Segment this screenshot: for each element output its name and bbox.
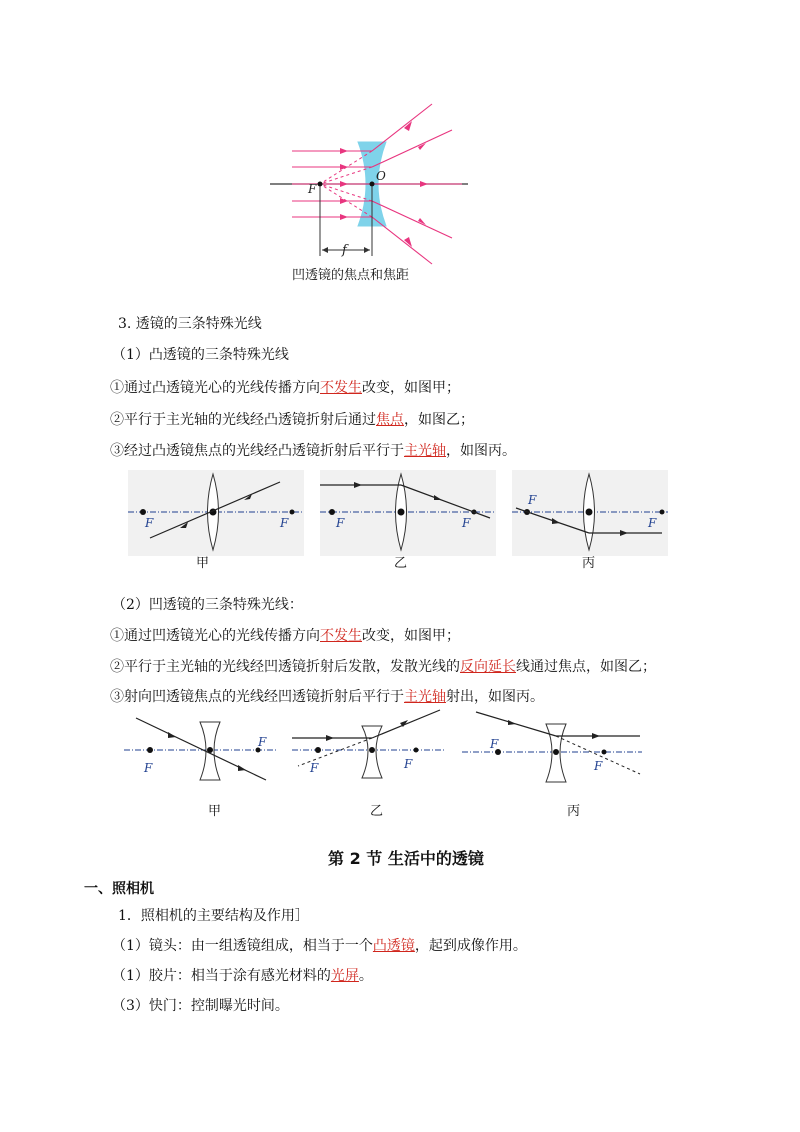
concave-caption-bing: 丙 xyxy=(567,804,581,819)
svg-text:F: F xyxy=(462,516,471,530)
svg-text:F: F xyxy=(145,516,154,530)
camera-lens-line: （1）镜头：由一组透镜组成，相当于一个凸透镜，起到成像作用。 xyxy=(112,938,527,954)
focal-point-F xyxy=(318,182,323,187)
label-f: f xyxy=(342,243,347,258)
optical-center-O xyxy=(370,182,375,187)
concave-rule-2: ②平行于主光轴的光线经凹透镜折射后发散，发散光线的反向延长线通过焦点，如图乙； xyxy=(110,659,656,675)
label-F: F xyxy=(308,182,317,196)
svg-text:F: F xyxy=(490,737,499,751)
concave-lens-diagrams xyxy=(0,708,800,798)
convex-caption-bing: 丙 xyxy=(582,556,596,571)
svg-text:F: F xyxy=(258,735,267,749)
convex-caption-jia: 甲 xyxy=(196,556,210,571)
label-O: O xyxy=(376,169,386,183)
svg-text:F: F xyxy=(404,757,413,771)
concave-panel-bing xyxy=(462,712,642,782)
section3-title: 3. 透镜的三条特殊光线 xyxy=(118,316,262,332)
concave-panel-yi xyxy=(292,710,446,778)
concave-subtitle: （2）凹透镜的三条特殊光线： xyxy=(112,597,303,613)
svg-text:F: F xyxy=(280,516,289,530)
convex-rule-2: ②平行于主光轴的光线经凸透镜折射后通过焦点，如图乙； xyxy=(110,412,474,428)
convex-rule-3: ③经过凸透镜焦点的光线经凸透镜折射后平行于主光轴，如图丙。 xyxy=(110,443,516,459)
top-figure-caption: 凹透镜的焦点和焦距 xyxy=(292,268,410,283)
chapter-title: 第 2 节 生活中的透镜 xyxy=(328,849,484,868)
svg-text:F: F xyxy=(310,761,319,775)
concave-panel-jia xyxy=(124,718,276,780)
svg-text:F: F xyxy=(336,516,345,530)
concave-caption-yi: 乙 xyxy=(370,804,384,819)
svg-text:F: F xyxy=(144,761,153,775)
camera-film-line: （1）胶片：相当于涂有感光材料的光屏。 xyxy=(112,968,373,984)
svg-text:F: F xyxy=(528,493,537,507)
concave-rule-3: ③射向凹透镜焦点的光线经凹透镜折射后平行于主光轴射出，如图丙。 xyxy=(110,689,544,705)
camera-item-1: 1．照相机的主要结构及作用］ xyxy=(118,908,309,924)
svg-text:F: F xyxy=(594,759,603,773)
concave-lens-focus-diagram xyxy=(0,0,800,300)
convex-caption-yi: 乙 xyxy=(394,556,408,571)
convex-subtitle: （1）凸透镜的三条特殊光线 xyxy=(112,347,289,363)
convex-rule-1: ①通过凸透镜光心的光线传播方向不发生改变，如图甲； xyxy=(110,380,460,396)
section-heading-camera: 一、照相机 xyxy=(84,881,154,897)
concave-caption-jia: 甲 xyxy=(208,804,222,819)
svg-text:F: F xyxy=(648,516,657,530)
camera-shutter-line: （3）快门：控制曝光时间。 xyxy=(112,998,289,1014)
concave-rule-1: ①通过凹透镜光心的光线传播方向不发生改变，如图甲； xyxy=(110,628,460,644)
